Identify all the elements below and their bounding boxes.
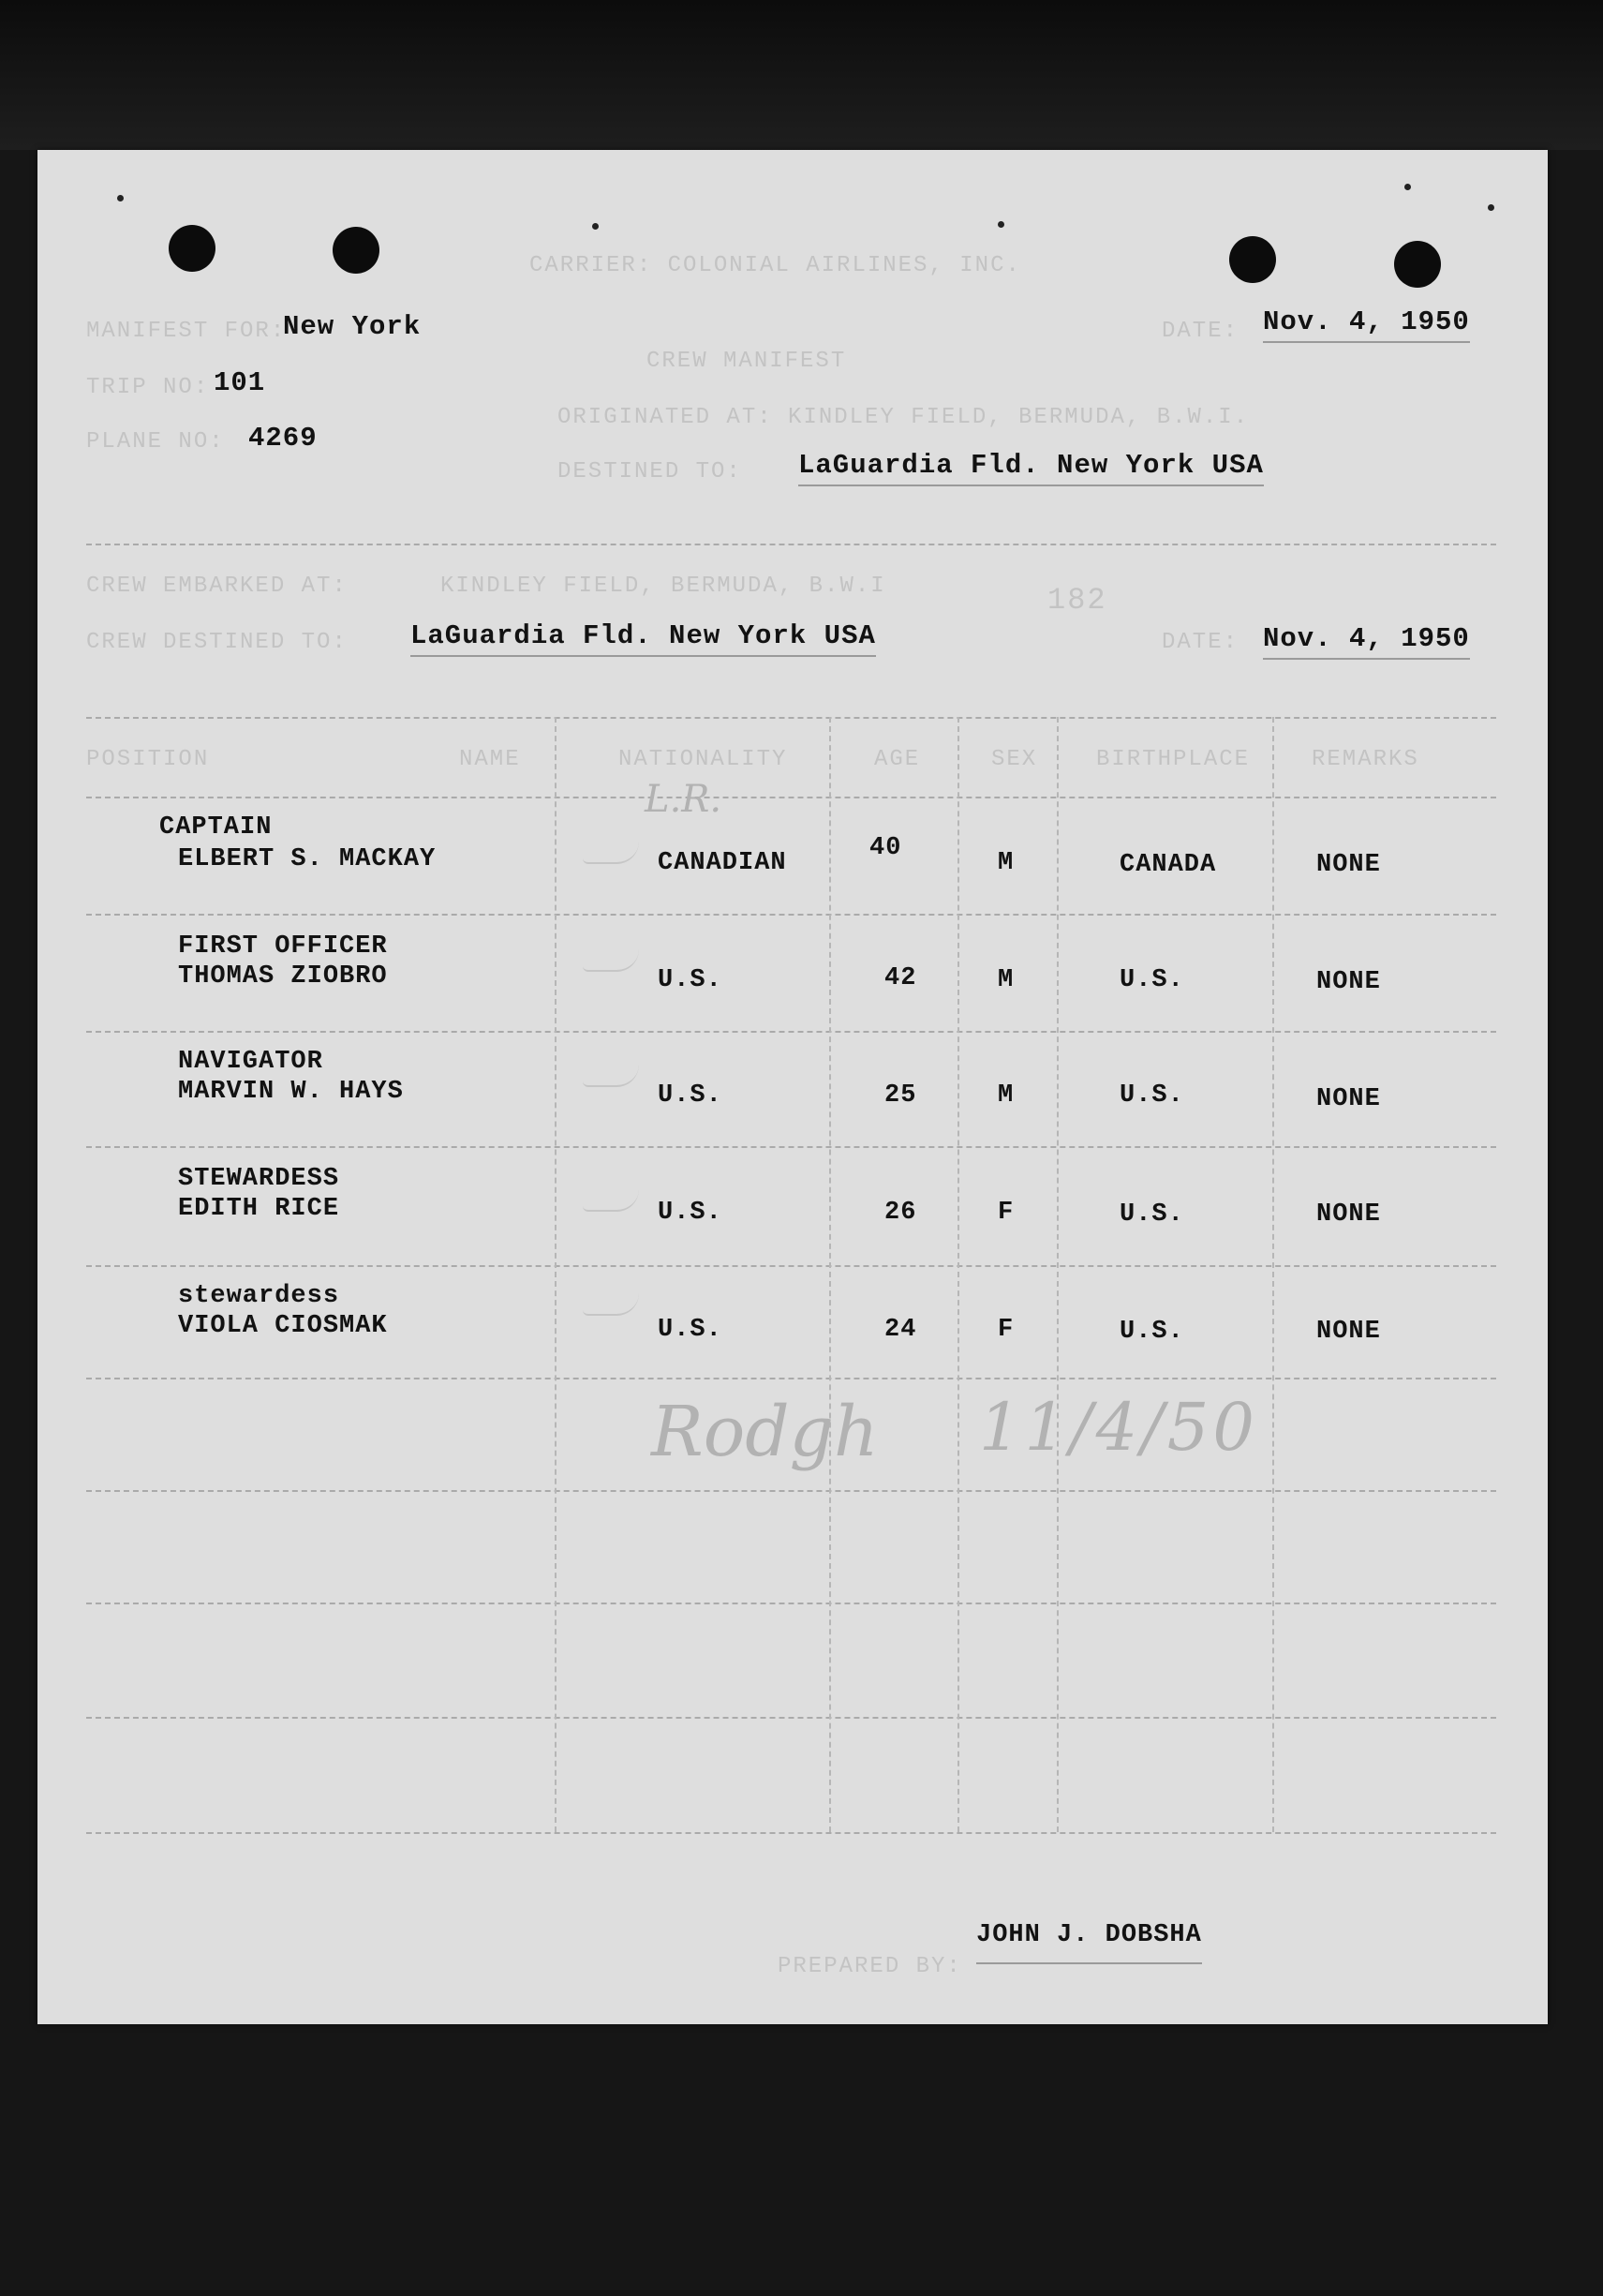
date-top-label: DATE: — [1162, 319, 1239, 344]
plane-no-value: 4269 — [248, 423, 318, 454]
divider — [86, 544, 1496, 545]
handwritten-date: 11/4/50 — [979, 1389, 1258, 1466]
crew-sex: M — [998, 1081, 1015, 1110]
manifest-for-label: MANIFEST FOR: — [86, 319, 287, 344]
crew-sex: M — [998, 966, 1015, 994]
col-header-sex: SEX — [991, 747, 1038, 772]
scan-border — [0, 0, 1603, 150]
col-header-nationality: NATIONALITY — [618, 747, 788, 772]
table-bottom-rule — [86, 1832, 1496, 1834]
crew-name: THOMAS ZIOBRO — [178, 962, 388, 991]
crew-birthplace: CANADA — [1120, 851, 1217, 879]
trip-no-label: TRIP NO: — [86, 375, 210, 400]
punch-hole — [333, 227, 379, 274]
header-rule — [86, 797, 1496, 798]
carrier-line: CARRIER: COLONIAL AIRLINES, INC. — [529, 253, 1021, 278]
crew-age: 25 — [884, 1081, 917, 1110]
table-row — [37, 923, 1548, 1036]
punch-hole — [1229, 236, 1276, 283]
speck — [1488, 204, 1494, 211]
handwritten-signature: Rodgh — [651, 1392, 879, 1472]
row-rule — [86, 1490, 1496, 1492]
crew-sex: F — [998, 1199, 1015, 1227]
crew-age: 40 — [869, 834, 902, 862]
speck — [117, 195, 124, 201]
check-mark — [583, 1293, 639, 1316]
date-crew-value: Nov. 4, 1950 — [1263, 623, 1470, 660]
check-mark — [583, 1189, 639, 1212]
crew-position: NAVIGATOR — [178, 1048, 323, 1076]
col-header-name: NAME — [459, 747, 521, 772]
check-mark — [583, 949, 639, 972]
handwritten-initials: L.R. — [645, 778, 722, 821]
col-header-age: AGE — [874, 747, 921, 772]
crew-name: VIOLA CIOSMAK — [178, 1312, 388, 1340]
trip-no-value: 101 — [214, 367, 266, 398]
date-top-value: Nov. 4, 1950 — [1263, 306, 1470, 343]
crew-name: ELBERT S. MACKAY — [178, 845, 437, 873]
form-title: CREW MANIFEST — [646, 349, 847, 374]
punch-hole — [1394, 241, 1441, 288]
row-rule — [86, 1603, 1496, 1604]
speck — [998, 221, 1004, 228]
crew-birthplace: U.S. — [1120, 1081, 1184, 1110]
speck — [592, 223, 599, 230]
crew-name: EDITH RICE — [178, 1195, 340, 1223]
crew-destined-value: LaGuardia Fld. New York USA — [410, 620, 876, 657]
crew-birthplace: U.S. — [1120, 1200, 1184, 1229]
manifest-for-value: New York — [283, 311, 422, 342]
date-crew-label: DATE: — [1162, 630, 1239, 655]
crew-nationality: U.S. — [658, 1316, 722, 1344]
crew-sex: M — [998, 849, 1015, 877]
speck — [1404, 184, 1411, 190]
crew-remarks: NONE — [1316, 968, 1381, 996]
crew-nationality: CANADIAN — [658, 849, 787, 877]
crew-remarks: NONE — [1316, 1318, 1381, 1346]
manifest-sheet — [37, 150, 1548, 2024]
crew-name: MARVIN W. HAYS — [178, 1078, 404, 1106]
crew-nationality: U.S. — [658, 1081, 722, 1110]
crew-position: FIRST OFFICER — [178, 932, 388, 961]
crew-nationality: U.S. — [658, 1199, 722, 1227]
crew-remarks: NONE — [1316, 851, 1381, 879]
check-mark — [583, 842, 639, 864]
crew-position: STEWARDESS — [178, 1165, 340, 1193]
crew-age: 42 — [884, 964, 917, 992]
table-row — [37, 806, 1548, 918]
crew-age: 24 — [884, 1316, 917, 1344]
crew-birthplace: U.S. — [1120, 1318, 1184, 1346]
plane-no-label: PLANE NO: — [86, 429, 225, 455]
table-row — [37, 1040, 1548, 1153]
crew-position: CAPTAIN — [159, 813, 273, 842]
crew-destined-label: CREW DESTINED TO: — [86, 630, 348, 655]
stamp-number: 182 — [1047, 583, 1107, 618]
prepared-by-label: PREPARED BY: — [778, 1954, 962, 1979]
crew-remarks: NONE — [1316, 1200, 1381, 1229]
col-header-position: POSITION — [86, 747, 210, 772]
table-top-rule — [86, 717, 1496, 719]
col-header-remarks: REMARKS — [1312, 747, 1419, 772]
check-mark — [583, 1065, 639, 1087]
crew-age: 26 — [884, 1199, 917, 1227]
table-row — [37, 1157, 1548, 1270]
crew-sex: F — [998, 1316, 1015, 1344]
row-rule — [86, 1717, 1496, 1719]
originated-at: ORIGINATED AT: KINDLEY FIELD, BERMUDA, B.W.I. — [557, 405, 1250, 430]
crew-nationality: U.S. — [658, 966, 722, 994]
punch-hole — [169, 225, 215, 272]
col-header-birthplace: BIRTHPLACE — [1096, 747, 1251, 772]
crew-birthplace: U.S. — [1120, 966, 1184, 994]
crew-embarked-label: CREW EMBARKED AT: — [86, 574, 348, 599]
destined-to-value: LaGuardia Fld. New York USA — [798, 450, 1264, 486]
table-row — [37, 1275, 1548, 1387]
crew-remarks: NONE — [1316, 1085, 1381, 1113]
prepared-by-value: JOHN J. DOBSHA — [976, 1921, 1202, 1964]
destined-to-label: DESTINED TO: — [557, 459, 742, 485]
crew-position: stewardess — [178, 1282, 340, 1310]
crew-embarked-value: KINDLEY FIELD, BERMUDA, B.W.I — [440, 574, 886, 599]
